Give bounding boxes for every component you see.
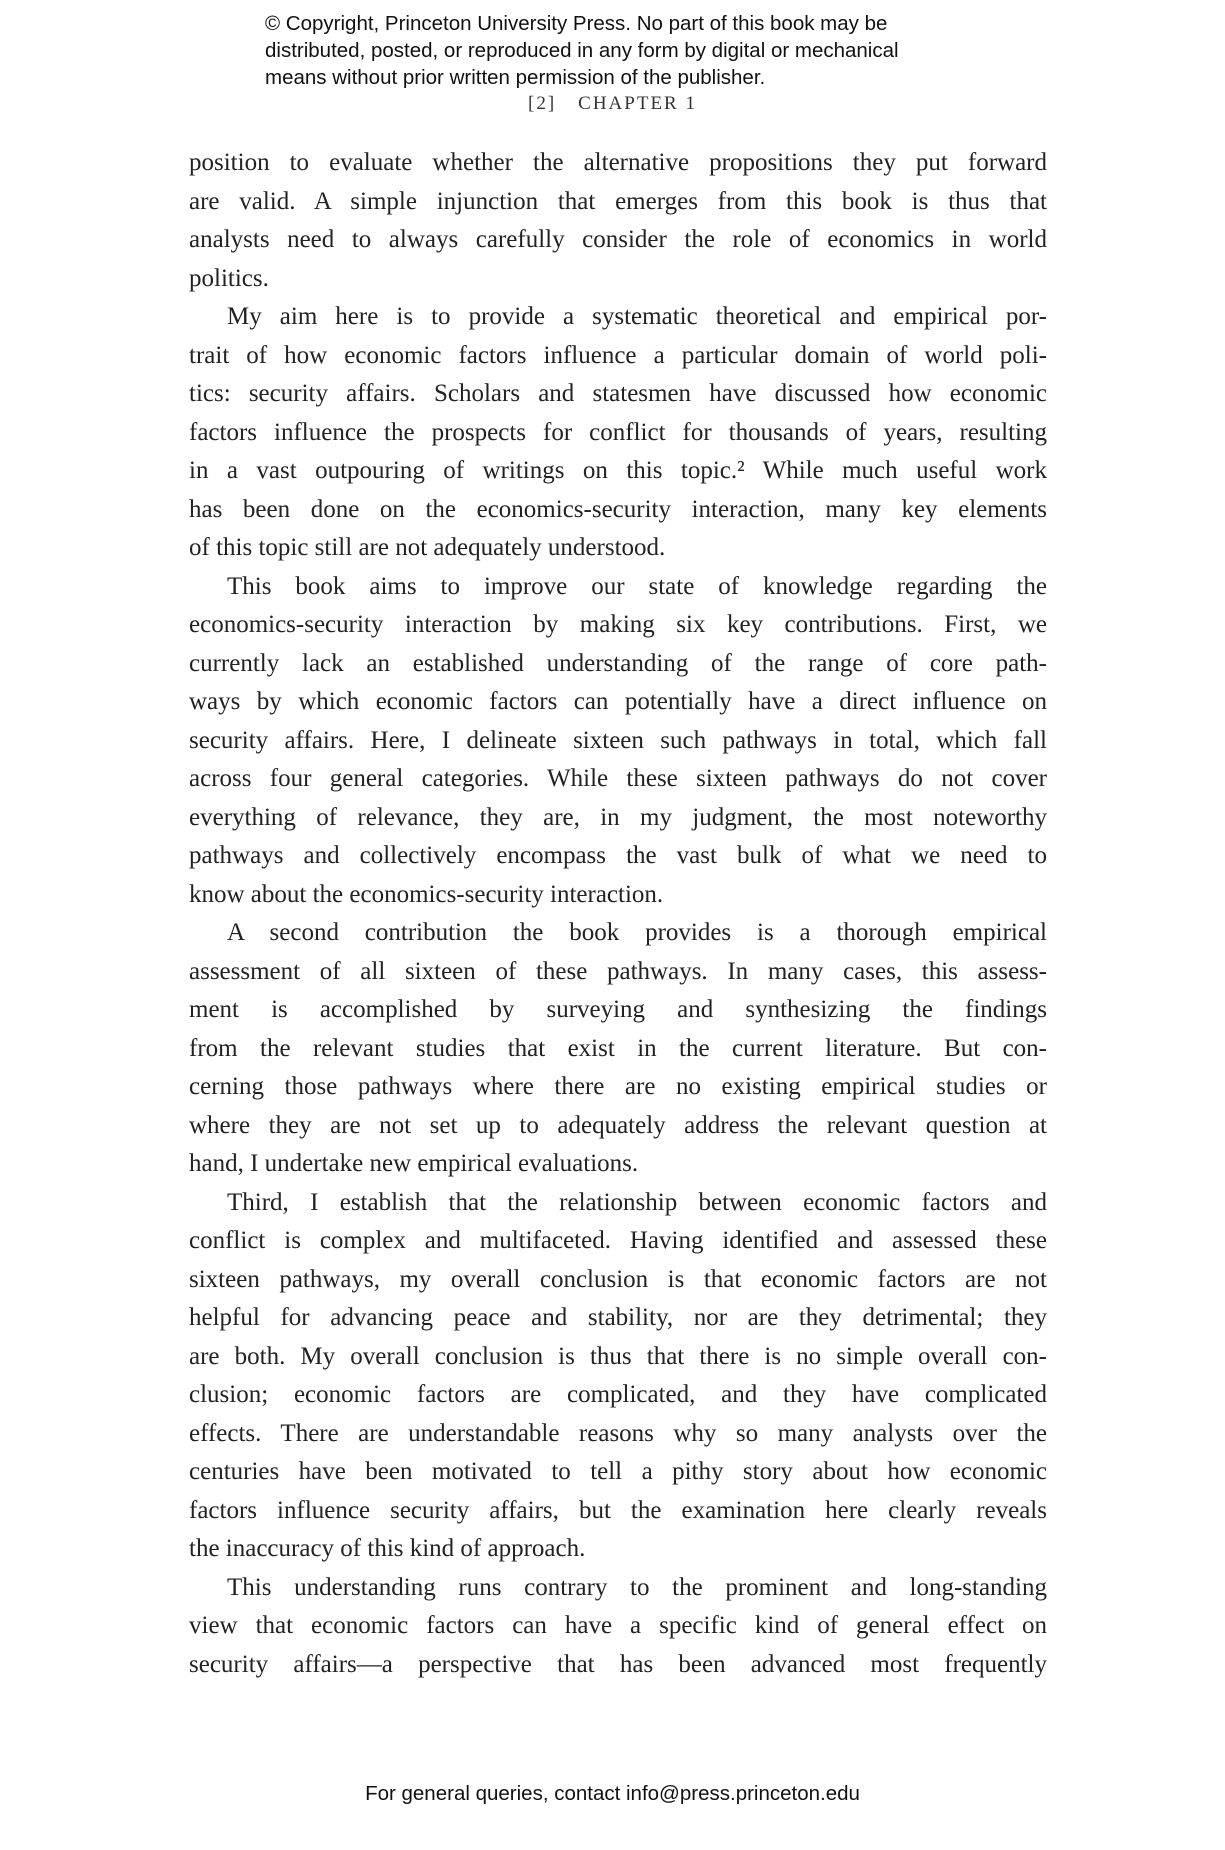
text-line: security affairs. Here, I delineate sixteen such pathways in total, which fall bbox=[189, 726, 1047, 754]
body-text bbox=[189, 144, 1047, 1684]
paragraph bbox=[189, 1184, 1047, 1569]
footer-contact: For general queries, contact info@press.princeton.edu bbox=[365, 1782, 860, 1805]
copyright-line: © Copyright, Princeton University Press. No part of this book may be bbox=[265, 12, 888, 35]
text-line: tics: security affairs. Scholars and statesmen have discussed how economic bbox=[189, 380, 1047, 407]
text-line: conflict is complex and multifaceted. Having identified and assessed these bbox=[189, 1227, 1047, 1254]
text-line: everything of relevance, they are, in my judgment, the most noteworthy bbox=[189, 803, 1047, 831]
text-line: sixteen pathways, my overall conclusion is that economic factors are not bbox=[189, 1265, 1047, 1293]
text-line: ment is accomplished by surveying and synthesizing the findings bbox=[189, 996, 1047, 1023]
copyright-line: means without prior written permission of the publisher. bbox=[265, 66, 766, 89]
text-line: are both. My overall conclusion is thus that there is no simple overall con- bbox=[189, 1342, 1047, 1370]
text-line: of this topic still are not adequately understood. bbox=[189, 534, 666, 561]
text-line: economics-security interaction by making six key contributions. First, we bbox=[189, 611, 1047, 638]
text-line: trait of how economic factors influence a particular domain of world poli- bbox=[189, 341, 1047, 369]
text-line: This book aims to improve our state of knowledge regarding the bbox=[227, 572, 1047, 600]
text-line: hand, I undertake new empirical evaluations. bbox=[189, 1150, 639, 1177]
text-line: politics. bbox=[189, 264, 269, 292]
copyright-notice bbox=[265, 10, 899, 91]
text-line: pathways and collectively encompass the vast bulk of what we need to bbox=[189, 842, 1047, 869]
text-line: effects. There are understandable reasons why so many analysts over the bbox=[189, 1419, 1047, 1447]
text-line: This understanding runs contrary to the prominent and long-standing bbox=[227, 1573, 1047, 1601]
text-line: My aim here is to provide a systematic theoretical and empirical por- bbox=[227, 303, 1047, 330]
text-line: analysts need to always carefully consider the role of economics in world bbox=[189, 226, 1047, 253]
text-line: factors influence the prospects for conflict for thousands of years, resulting bbox=[189, 418, 1047, 446]
paragraph bbox=[189, 144, 1047, 298]
text-line: centuries have been motivated to tell a pithy story about how economic bbox=[189, 1458, 1047, 1485]
text-line: are valid. A simple injunction that emerges from this book is thus that bbox=[189, 187, 1047, 215]
text-line: security affairs—a perspective that has been advanced most frequently bbox=[189, 1650, 1047, 1678]
text-line: A second contribution the book provides is a thorough empirical bbox=[227, 919, 1047, 946]
text-line: has been done on the economics-security interaction, many key elements bbox=[189, 495, 1047, 523]
text-line: position to evaluate whether the alternative propositions they put forward bbox=[189, 149, 1047, 176]
text-line: Third, I establish that the relationship between economic factors and bbox=[227, 1188, 1047, 1216]
text-line: clusion; economic factors are complicated, and they have complicated bbox=[189, 1381, 1047, 1408]
text-line: helpful for advancing peace and stability, nor are they detrimental; they bbox=[189, 1304, 1047, 1331]
text-line: factors influence security affairs, but the examination here clearly reveals bbox=[189, 1496, 1047, 1524]
paragraph bbox=[189, 298, 1047, 568]
text-line: assessment of all sixteen of these pathways. In many cases, this assess- bbox=[189, 957, 1047, 985]
page-number: [2] bbox=[528, 93, 557, 114]
text-line: ways by which economic factors can potentially have a direct influence on bbox=[189, 688, 1047, 715]
text-line: cerning those pathways where there are no existing empirical studies or bbox=[189, 1073, 1047, 1100]
text-line: where they are not set up to adequately address the relevant question at bbox=[189, 1111, 1047, 1139]
text-line: view that economic factors can have a specific kind of general effect on bbox=[189, 1612, 1047, 1639]
text-line: across four general categories. While these sixteen pathways do not cover bbox=[189, 765, 1047, 792]
text-line: currently lack an established understanding of the range of core path- bbox=[189, 649, 1047, 677]
text-line: the inaccuracy of this kind of approach. bbox=[189, 1535, 586, 1562]
running-head bbox=[0, 93, 1225, 115]
chapter-label: CHAPTER 1 bbox=[578, 93, 697, 114]
paragraph bbox=[189, 1569, 1047, 1685]
paragraph bbox=[189, 914, 1047, 1184]
text-line: in a vast outpouring of writings on this topic.² While much useful work bbox=[189, 457, 1047, 484]
paragraph bbox=[189, 568, 1047, 915]
text-line: from the relevant studies that exist in the current literature. But con- bbox=[189, 1034, 1047, 1062]
copyright-line: distributed, posted, or reproduced in any form by digital or mechanical bbox=[265, 39, 899, 62]
text-line: know about the economics-security interaction. bbox=[189, 880, 664, 908]
